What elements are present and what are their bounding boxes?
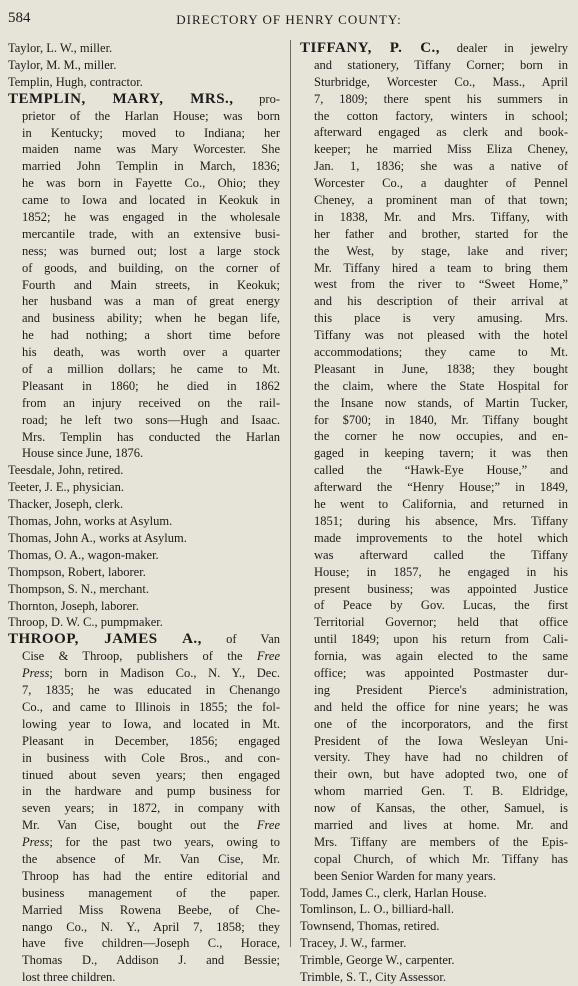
text-line: until 1849; upon his return from Cali- [314,632,568,647]
text-line: fornia, was again elected to the same [314,649,568,664]
text-line: Mrs. Tiffany are members of the Epis- [314,834,568,849]
text-line: ness; was burned out; lost a large stock [22,243,280,258]
text-line: Thompson, Robert, laborer. [8,564,146,579]
text-line: Todd, James C., clerk, Harlan House. [300,885,487,900]
text-line: House; in 1857, he engaged in his [314,564,568,579]
text-line: in the hardware and pump business for [22,784,280,799]
text-line: Cheney, a prominent man of that town; [314,193,568,208]
text-line: versity. They have had no children of [314,750,568,765]
text-line: and business ability; when he began life, [22,311,280,326]
text-line: was afterward called the Tiffany [314,547,568,562]
text-line: ing President Pierce's administration, [314,682,568,697]
text-line: Pleasant in 1860; he died in 1862 [22,378,280,393]
text-line: TIFFANY, P. C., dealer in jewelry [300,40,568,56]
text-line: maiden name was Mary Worcester. She [22,142,280,157]
entry-name: TEMPLIN, MARY, MRS., [8,90,234,107]
text-line: have five children—Joseph C., Horace, [22,936,280,951]
text-line: Mrs. Templin has conducted the Harlan [22,429,280,444]
text-line: in Kentucky; moved to Indiana; her [22,125,280,140]
text-line: Thomas, O. A., wagon-maker. [8,547,159,562]
text-line: office; was appointed Postmaster dur- [314,665,568,680]
text-line: Tomlinson, L. O., billiard-hall. [300,902,454,917]
text-line: in 1838, Mr. and Mrs. Tiffany, with [314,209,568,224]
text-line: 1851; during his absence, Mrs. Tiffany [314,513,568,528]
text-line: Thomas, John A., works at Asylum. [8,530,187,545]
right-column [300,40,568,986]
text-line: present business; was appointed Justice [314,581,568,596]
text-line: afterward engaged as clerk and book- [314,125,568,140]
left-column [8,40,280,986]
text-line: the corner he now occupies, and en- [314,429,568,444]
text-line: the cotton factory, winters in school; [314,108,568,123]
text-line: and his description of their arrival at [314,294,568,309]
text-line: of goods, and building, on the corner of [22,260,280,275]
text-line: House since June, 1876. [22,446,144,461]
text-line: Co., and came to Illinois in 1855; the fol- [22,699,280,714]
text-line: lost three children. [22,970,116,985]
text-line: business management of the paper. [22,885,280,900]
text-line: Thompson, S. N., merchant. [8,581,149,596]
text-line: 1852; he was engaged in the wholesale [22,209,280,224]
text-line: Pleasant in June, 1838; they bought [314,361,568,376]
text-line: TEMPLIN, MARY, MRS., pro- [8,90,280,107]
text-line: whom married Gen. T. B. Eldridge, [314,784,568,799]
text-line: 7, 1835; he was educated in Chenango [22,683,280,698]
running-title: DIRECTORY OF HENRY COUNTY: [176,12,402,27]
text-line: Thomas D., Addison J. and Bessie; [22,953,280,968]
text-line: of Peace by Gov. Lucas, the first [314,598,568,613]
text-line: now of Kansas, the other, Samuel, is [314,801,568,816]
text-line: in business with Cole Bros., and con- [22,750,280,765]
text-line: the absence of Mr. Van Cise, Mr. [22,851,280,866]
text-line: copal Church, of which Mr. Tiffany has [314,851,568,866]
entry-name: TIFFANY, P. C., [300,40,441,56]
text-line: married and lives at home. Mr. and [314,817,568,832]
text-line: Teesdale, John, retired. [8,463,124,478]
text-line: Throop, D. W. C., pumpmaker. [8,615,163,630]
entry-name: THROOP, JAMES A., [8,631,202,648]
text-line: nango Co., N. Y., April 7, 1858; they [22,919,280,934]
text-line: President of the Iowa Wesleyan Uni- [314,733,568,748]
text-line: Married Miss Rowena Beebe, of Che- [22,902,280,917]
text-line: Sturbridge, Worcester Co., Mass., April [314,74,568,89]
text-line: one of the incorporators, and the first [314,716,568,731]
text-line: and stationery, Tiffany Corner; born in [314,57,568,72]
text-line: Cise & Throop, publishers of the Free [22,649,280,664]
text-line: Thomas, John, works at Asylum. [8,514,173,529]
text-line: Townsend, Thomas, retired. [300,919,440,934]
text-line: Tiffany was not pleased with the hotel [314,328,568,343]
text-line: Taylor, L. W., miller. [8,41,113,55]
text-line: and held the office for nine years; he was [314,699,568,714]
text-line: prietor of the Harlan House; was born [22,108,280,123]
text-line: Taylor, M. M., miller. [8,57,117,72]
text-line: he had nothing; a short time before [22,328,280,343]
page-header [8,10,570,30]
text-line: gaged in keeping tavern; it was then [314,446,568,461]
text-line: THROOP, JAMES A., of Van [8,631,280,648]
text-line: his death, was worth over a quarter [22,345,280,360]
text-line: Territorial Governor; held that office [314,615,568,630]
column-divider [290,40,291,947]
text-line: Mr. Tiffany hired a team to bring them [314,260,568,275]
text-line: Press; for the past two years, owing to [22,835,280,850]
text-line: called the “Hawk-Eye House,” and [314,463,568,478]
text-line: married John Templin in March, 1836; [22,159,280,174]
text-line: made improvements to the hotel which [314,530,568,545]
text-line: Throop has had the entire editorial and [22,868,280,883]
text-line: Trimble, S. T., City Assessor. [300,970,446,985]
text-line: their own, but have adopted two, one of [314,767,568,782]
text-line: for $700; in 1840, Mr. Tiffany bought [314,412,568,427]
text-line: the claim, where the State Hospital for [314,378,568,393]
text-line: her father and brother, started for the [314,226,568,241]
text-line: he was born in Fayette Co., Ohio; they [22,176,280,191]
text-line: Fourth and Main streets, in Keokuk; [22,277,280,292]
text-line: came to Iowa and located in Keokuk in [22,193,280,208]
text-line: afterward the “Henry House;” in 1849, [314,480,568,495]
text-line: Worcester Co., a daughter of Pennel [314,176,568,191]
text-line: Jan. 1, 1836; she was a native of [314,159,568,174]
text-line: he went to California, and returned in [314,497,568,512]
text-line: Trimble, George W., carpenter. [300,953,455,968]
text-line: accommodations; they came to Mt. [314,345,568,360]
text-line: tinued about seven years; then engaged [22,767,280,782]
text-line: Thacker, Joseph, clerk. [8,497,124,512]
text-line: the West, by stage, lake and river; [314,243,568,258]
text-line: the Insane now stands, of Martin Tucker, [314,395,568,410]
text-line: road; he left two sons—Hugh and Isaac. [22,412,280,427]
text-line: lowing year to Iowa, and located in Mt. [22,716,280,731]
text-line: been Senior Warden for many years. [314,868,497,883]
text-line: from an injury received on the rail- [22,395,280,410]
text-line: Tracey, J. W., farmer. [300,936,407,951]
text-line: her husband was a man of great energy [22,294,280,309]
text-line: 7, 1809; there spent his summers in [314,91,568,106]
text-line: this place is very amusing. Mrs. [314,311,568,326]
text-line: mercantile trade, with an extensive busi- [22,226,280,241]
text-line: seven years; in 1872, in company with [22,801,280,816]
text-line: Pleasant in December, 1856; engaged [22,733,280,748]
page-number: 584 [8,10,31,26]
text-line: west from the river to “Sweet Home,” [314,277,568,292]
text-line: Teeter, J. E., physician. [8,480,124,495]
text-line: of a million dollars; he came to Mt. [22,361,280,376]
text-line: Thornton, Joseph, laborer. [8,598,139,613]
text-line: Mr. Van Cise, bought out the Free [22,818,280,833]
text-line: Press; born in Madison Co., N. Y., Dec. [22,666,280,681]
text-line: Templin, Hugh, contractor. [8,74,143,89]
text-line: keeper; he married Miss Eliza Cheney, [314,142,568,157]
